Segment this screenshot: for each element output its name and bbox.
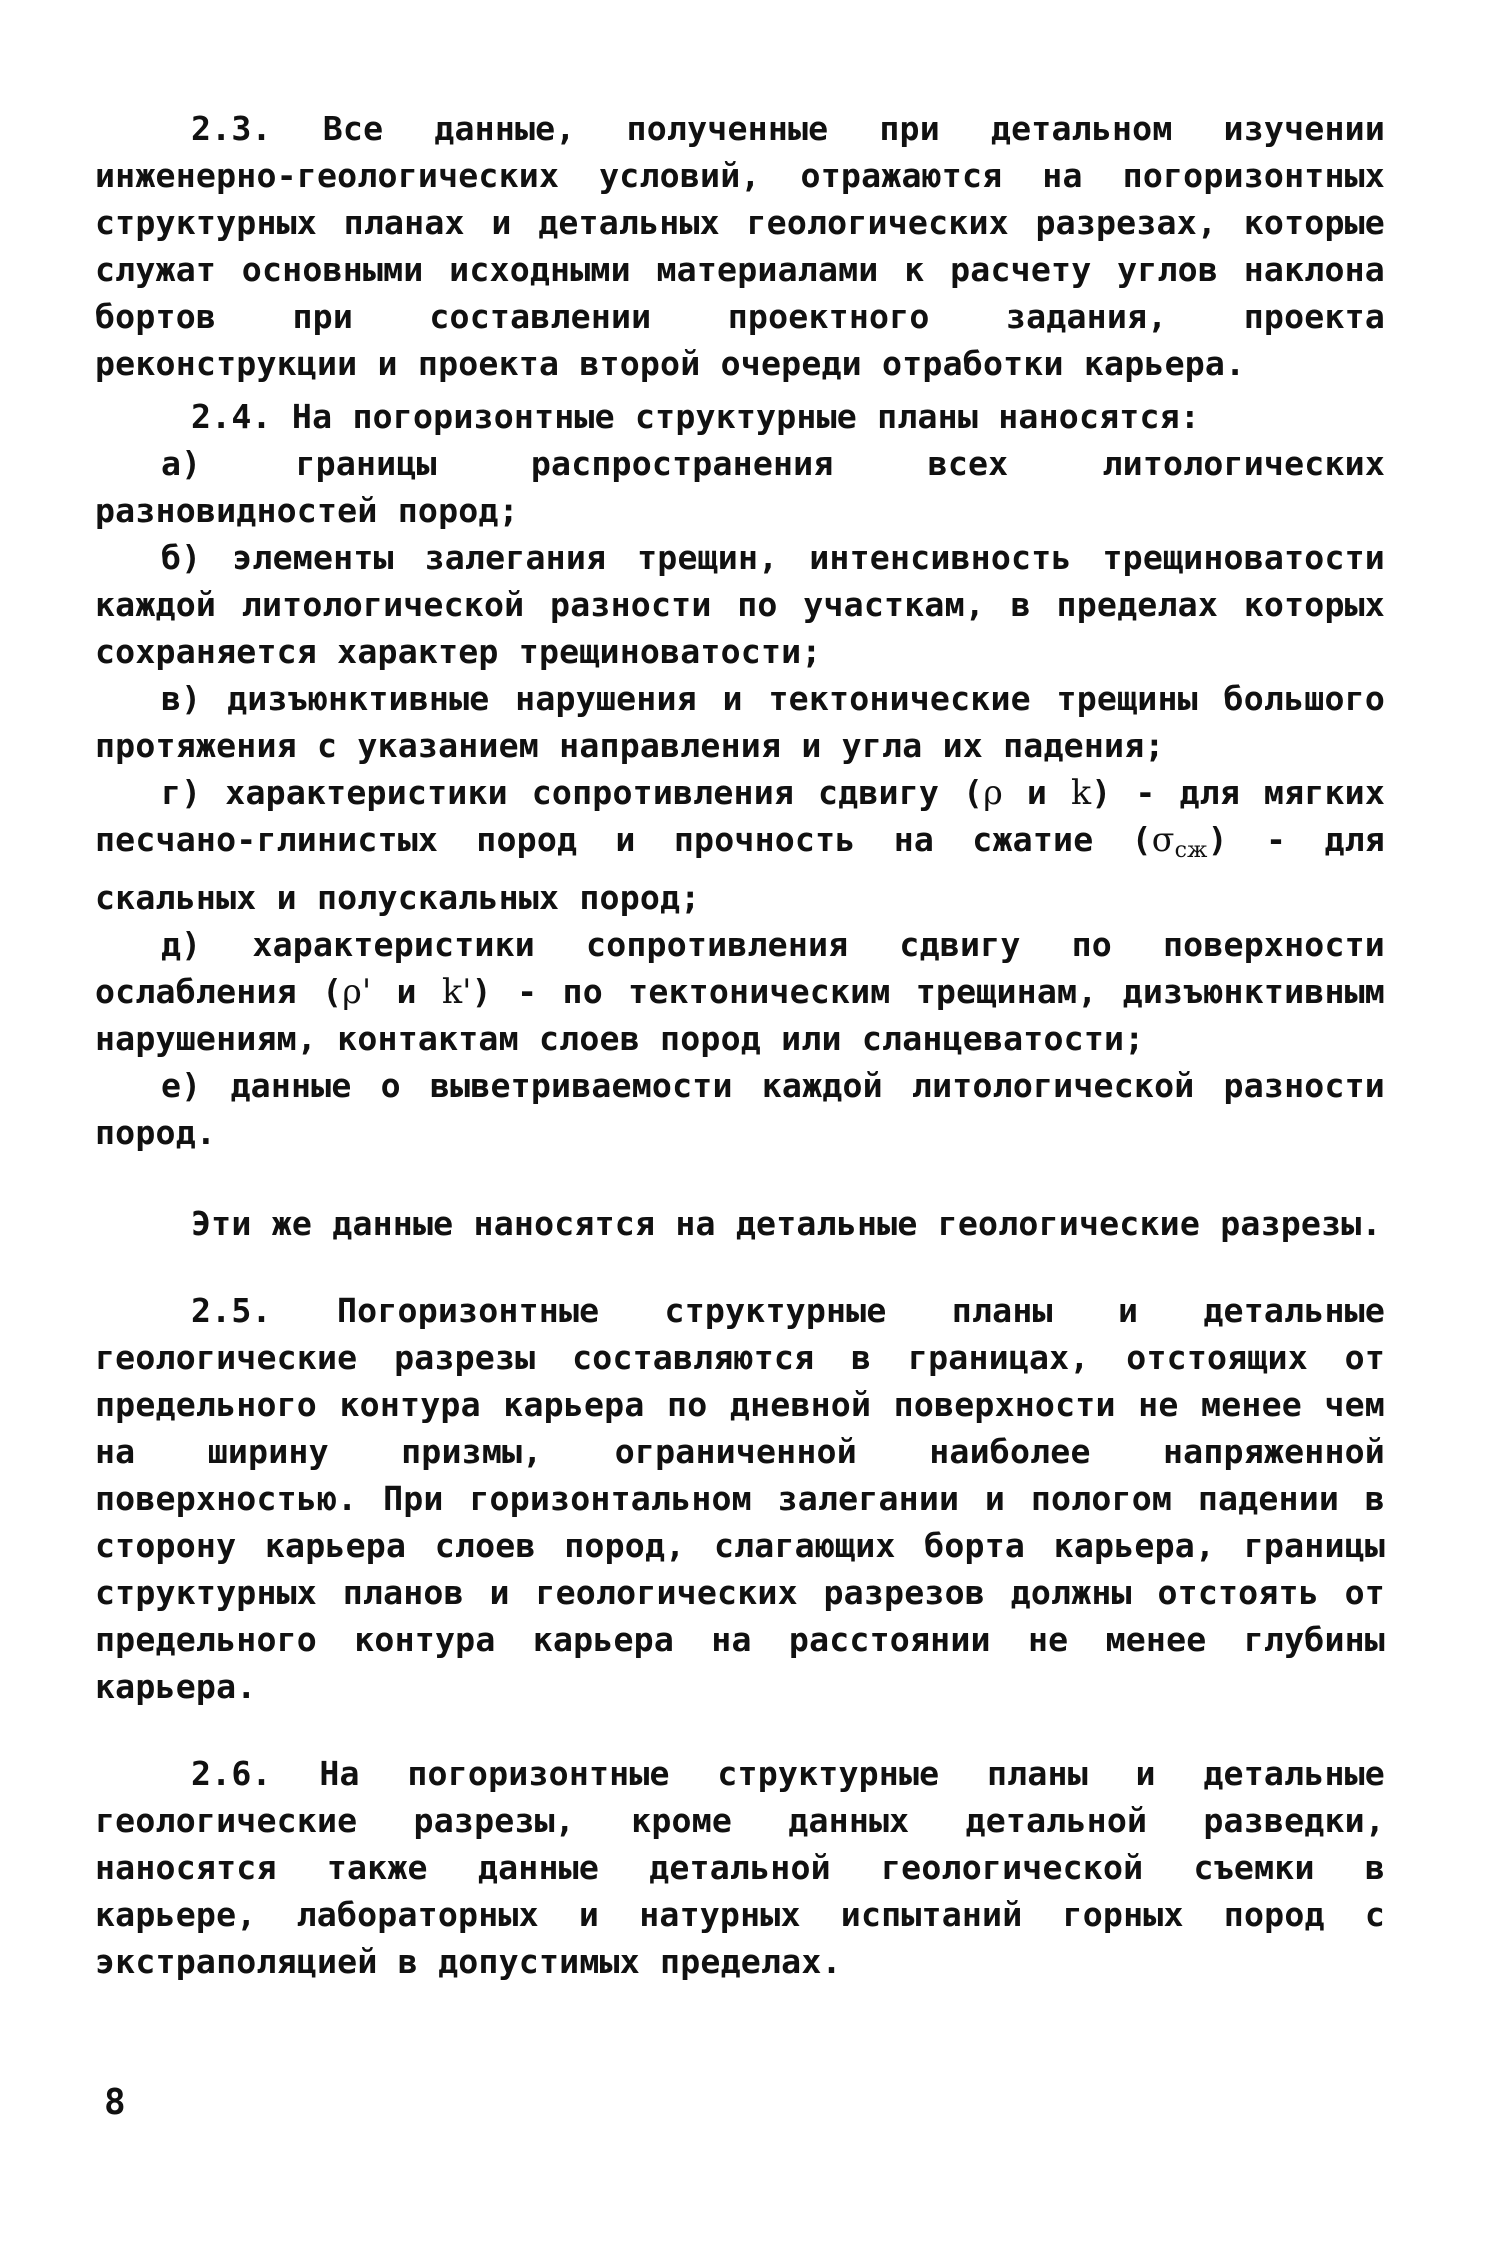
list-item-g-part1: г) характеристики сопротивления сдвигу ( bbox=[161, 773, 984, 812]
list-item-b: б) элементы залегания трещин, интенсивность трещиноватости каждой литологической разности по участкам, в пределах которых сохраняется характер трещиноватости; bbox=[95, 538, 1385, 671]
list-item-v: в) дизъюнктивные нарушения и тектонические трещины большого протяжения с указанием направления и угла их падения; bbox=[95, 679, 1385, 765]
symbol-sigma: σ bbox=[1151, 820, 1175, 859]
symbol-sigma-subscript: сж bbox=[1174, 838, 1208, 863]
list-item-d-mid: и bbox=[371, 972, 442, 1011]
paragraph-2-6: 2.6. На погоризонтные структурные планы и детальные геологические разрезы, кроме данных детальной разведки, наносятся также данные детальной геологической съемки в карьере, лабораторных и натурных испытаний горных пород с экстраполяцией в допустимых пределах. bbox=[95, 1754, 1385, 1981]
list-item-d-part1: д) характеристики сопротивления сдвигу по поверхности ослабления ( bbox=[95, 925, 1385, 1011]
paragraph-2-3: 2.3. Все данные, полученные при детальном изучении инженерно-геологических условий, отражаются на погоризонтных структурных планах и детальных геологических разрезах, которые служат основными исходными материалами к расчету углов наклона бортов при составлении проектного задания, проекта реконструкции и проекта второй очереди отработки карьера. bbox=[95, 109, 1385, 383]
paragraph-2-4: 2.4. На погоризонтные структурные планы наносятся: bbox=[191, 397, 1201, 436]
paragraph-2-5: 2.5. Погоризонтные структурные планы и детальные геологические разрезы составляются в границах, отстоящих от предельного контура карьера по дневной поверхности не менее чем на ширину призмы, ограниченной наиболее напряженной поверхностью. При горизонтальном залегании и пологом падении в сторону карьера слоев пород, слагающих борта карьера, границы структурных планов и геологических разрезов должны отстоять от предельного контура карьера на расстоянии не менее глубины карьера. bbox=[95, 1291, 1385, 1706]
list-item-g-part2: ) - для мягких песчано-глинистых пород и прочность на сжатие ( bbox=[95, 773, 1385, 859]
list-item-d-part2: ) - по тектоническим трещинам, дизъюнктивным нарушениям, контактам слоев пород или сланцеватости; bbox=[95, 972, 1385, 1058]
list-item-g bbox=[95, 769, 1385, 921]
document-page bbox=[95, 105, 1385, 1985]
symbol-rho: ρ bbox=[983, 773, 1003, 812]
list-item-d bbox=[95, 921, 1385, 1062]
symbol-rho-prime: ρ' bbox=[342, 972, 372, 1011]
paragraph-note: Эти же данные наносятся на детальные геологические разрезы. bbox=[191, 1204, 1382, 1243]
symbol-k: k bbox=[1070, 773, 1092, 812]
page-number: 8 bbox=[104, 2082, 126, 2123]
symbol-k-prime: k' bbox=[442, 972, 472, 1011]
list-item-g-part3: ) - для скальных и полускальных пород; bbox=[95, 820, 1385, 917]
list-item-e: е) данные о выветриваемости каждой литологической разности пород. bbox=[95, 1066, 1385, 1152]
list-item-a: а) границы распространения всех литологических разновидностей пород; bbox=[95, 444, 1385, 530]
list-item-g-mid: и bbox=[1002, 773, 1071, 812]
